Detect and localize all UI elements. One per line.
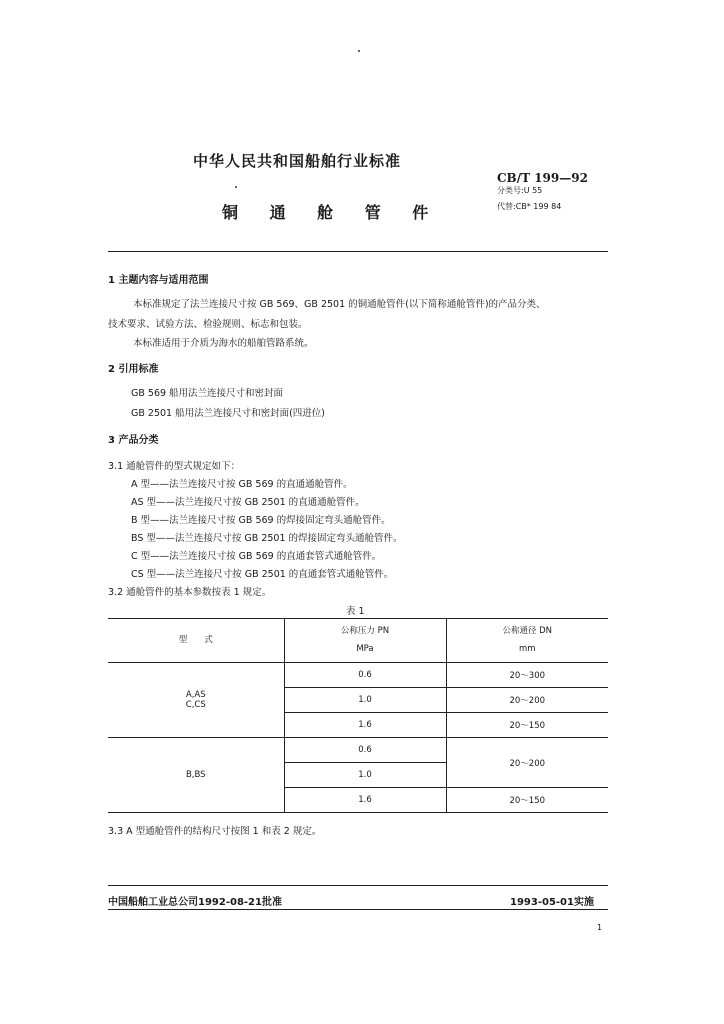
section-3-heading: 3 产品分类 bbox=[108, 435, 159, 446]
table-header-row bbox=[108, 618, 608, 663]
reference-gb2501: GB 2501 船用法兰连接尺寸和密封面(四进位) bbox=[131, 408, 326, 419]
section-2-heading: 2 引用标准 bbox=[108, 364, 159, 375]
reference-gb569: GB 569 船用法兰连接尺寸和密封面 bbox=[131, 388, 284, 399]
clause-3-2: 3.2 通舱管件的基本参数按表 1 规定。 bbox=[108, 587, 272, 598]
section-1-para-1b: 技术要求、试验方法、检验规则、标志和包装。 bbox=[108, 319, 308, 330]
clause-3-3: 3.3 A 型通舱管件的结构尺寸按图 1 和表 2 规定。 bbox=[108, 826, 322, 837]
header-nominal-pressure: 公称压力 PN MPa bbox=[284, 618, 446, 663]
header-nominal-diameter: 公称通径 DN mm bbox=[446, 618, 608, 663]
approval-line: 中国船舶工业总公司1992-08-21批准 bbox=[108, 897, 282, 908]
dn-cell: 20～150 bbox=[446, 713, 608, 738]
speck-mark bbox=[235, 186, 237, 188]
speck-mark bbox=[358, 50, 360, 52]
standard-code: CB/T 199—92 bbox=[497, 171, 588, 185]
header-rule bbox=[108, 251, 608, 252]
section-1-para-2: 本标准适用于介质为海水的船舶管路系统。 bbox=[133, 338, 314, 349]
pn-cell: 1.0 bbox=[284, 688, 446, 713]
section-1-para-1a: 本标准规定了法兰连接尺寸按 GB 569、GB 2501 的铜通舱管件(以下简称通舱管件)的产品分类、 bbox=[133, 299, 546, 310]
table-row bbox=[108, 663, 608, 688]
pn-cell: 1.6 bbox=[284, 713, 446, 738]
classification-number: 分类号:U 55 bbox=[497, 186, 543, 195]
footer-bottom-rule bbox=[108, 909, 608, 910]
type-c-definition: C 型——法兰连接尺寸按 GB 569 的直通套管式通舱管件。 bbox=[131, 551, 382, 562]
pn-cell: 0.6 bbox=[284, 663, 446, 688]
dn-cell: 20～150 bbox=[446, 788, 608, 813]
dn-cell: 20～200 bbox=[446, 738, 608, 788]
table-caption: 表 1 bbox=[346, 606, 365, 617]
dn-cell: 20～200 bbox=[446, 688, 608, 713]
pn-cell: 0.6 bbox=[284, 738, 446, 763]
type-as-definition: AS 型——法兰连接尺寸按 GB 2501 的直通通舱管件。 bbox=[131, 497, 365, 508]
replaces-standard: 代替:CB* 199 84 bbox=[497, 202, 562, 211]
document-title: 铜 通 舱 管 件 bbox=[222, 203, 442, 222]
section-1-heading: 1 主题内容与适用范围 bbox=[108, 275, 209, 286]
pn-cell: 1.6 bbox=[284, 788, 446, 813]
type-cell-a-c: A,AS C,CS bbox=[108, 663, 284, 738]
header-type: 型 式 bbox=[108, 618, 284, 663]
table-row bbox=[108, 738, 608, 763]
type-cs-definition: CS 型——法兰连接尺寸按 GB 2501 的直通套管式通舱管件。 bbox=[131, 569, 394, 580]
effective-date: 1993-05-01实施 bbox=[510, 897, 594, 908]
pn-cell: 1.0 bbox=[284, 763, 446, 788]
type-cell-b: B,BS bbox=[108, 738, 284, 813]
footer-rule bbox=[108, 885, 608, 886]
type-b-definition: B 型——法兰连接尺寸按 GB 569 的焊接固定弯头通舱管件。 bbox=[131, 515, 391, 526]
clause-3-1: 3.1 通舱管件的型式规定如下： bbox=[108, 461, 241, 472]
parameter-table bbox=[108, 618, 608, 813]
page-number: 1 bbox=[597, 923, 603, 932]
organization-title: 中华人民共和国船舶行业标准 bbox=[192, 152, 401, 170]
type-a-definition: A 型——法兰连接尺寸按 GB 569 的直通通舱管件。 bbox=[131, 479, 353, 490]
dn-cell: 20～300 bbox=[446, 663, 608, 688]
type-bs-definition: BS 型——法兰连接尺寸按 GB 2501 的焊接固定弯头通舱管件。 bbox=[131, 533, 403, 544]
